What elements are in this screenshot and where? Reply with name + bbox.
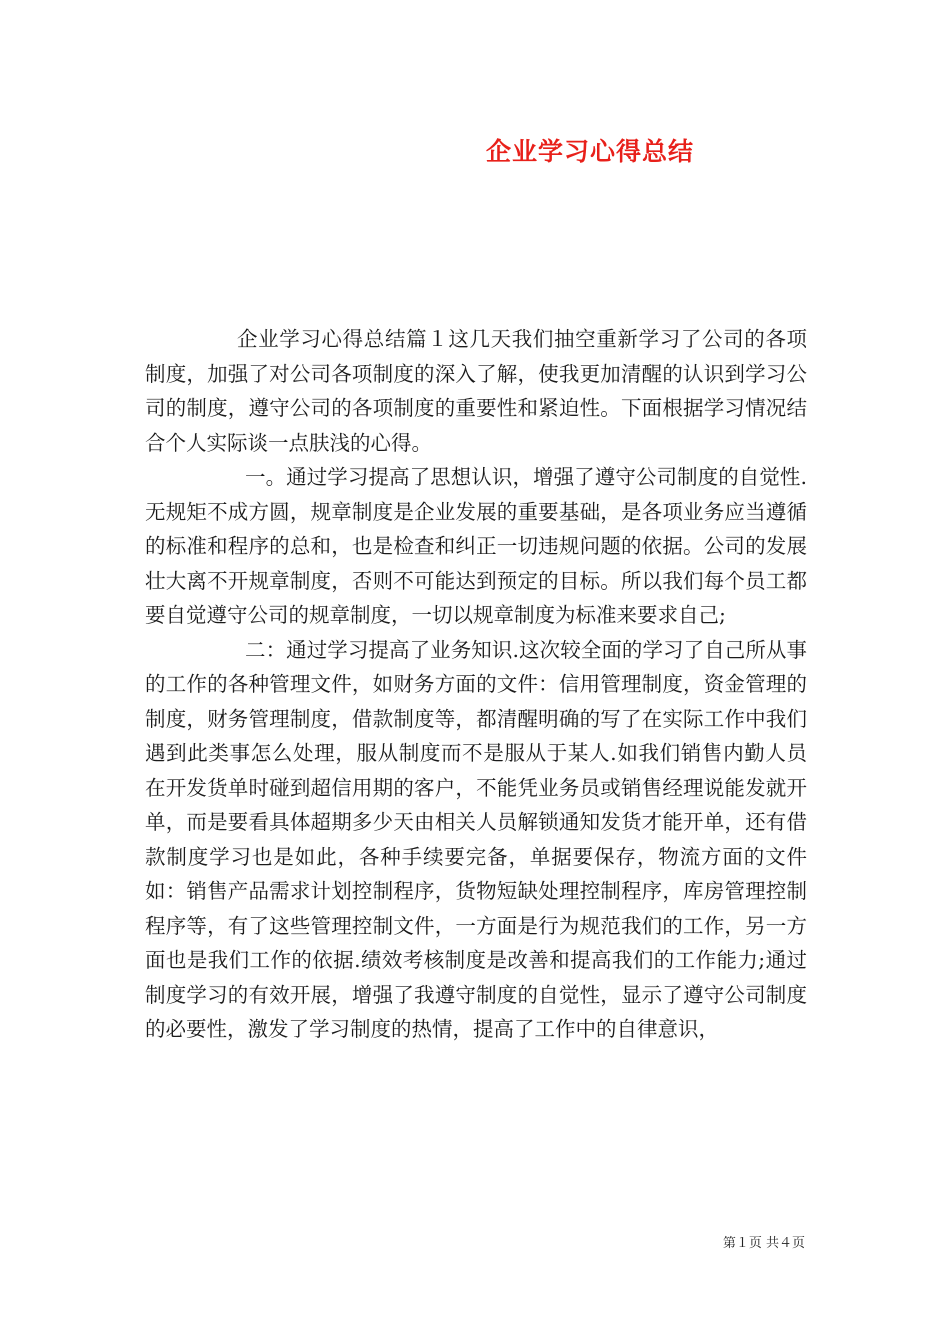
document-body — [145, 322, 807, 1047]
page-number-footer: 第１页 共４页 — [722, 1236, 805, 1251]
document-title: 企业学习心得总结 — [485, 137, 694, 166]
paragraph-section-two: 二：通过学习提高了业务知识.这次较全面的学习了自己所从事的工作的各种管理文件，如财务方面的文件：信用管理制度，资金管理的制度，财务管理制度，借款制度等，都清醒明确的写了在实际工作中我们遇到此类事怎么处理，服从制度而不是服从于某人.如我们销售内勤人员在开发货单时碰到超信用期的客户，不能凭业务员或销售经理说能发就开单，而是要看具体超期多少天由相关人员解锁通知发货才能开单，还有借款制度学习也是如此，各种手续要完备，单据要保存，物流方面的文件如：销售产品需求计划控制程序，货物短缺处理控制程序，库房管理控制程序等，有了这些管理控制文件，一方面是行为规范我们的工作，另一方面也是我们工作的依据.绩效考核制度是改善和提高我们的工作能力;通过制度学习的有效开展，增强了我遵守制度的自觉性，显示了遵守公司制度的必要性，激发了学习制度的热情，提高了工作中的自律意识， — [145, 637, 807, 1041]
paragraph-intro: 企业学习心得总结篇１这几天我们抽空重新学习了公司的各项制度，加强了对公司各项制度的深入了解，使我更加清醒的认识到学习公司的制度，遵守公司的各项制度的重要性和紧迫性。下面根据学习情况结合个人实际谈一点肤浅的心得。 — [145, 327, 807, 455]
paragraph-section-one: 一。通过学习提高了思想认识，增强了遵守公司制度的自觉性.无规矩不成方圆，规章制度是企业发展的重要基础，是各项业务应当遵循的标准和程序的总和，也是检查和纠正一切违规问题的依据。公司的发展壮大离不开规章制度，否则不可能达到预定的目标。所以我们每个员工都要自觉遵守公司的规章制度，一切以规章制度为标准来要求自己; — [145, 465, 807, 627]
